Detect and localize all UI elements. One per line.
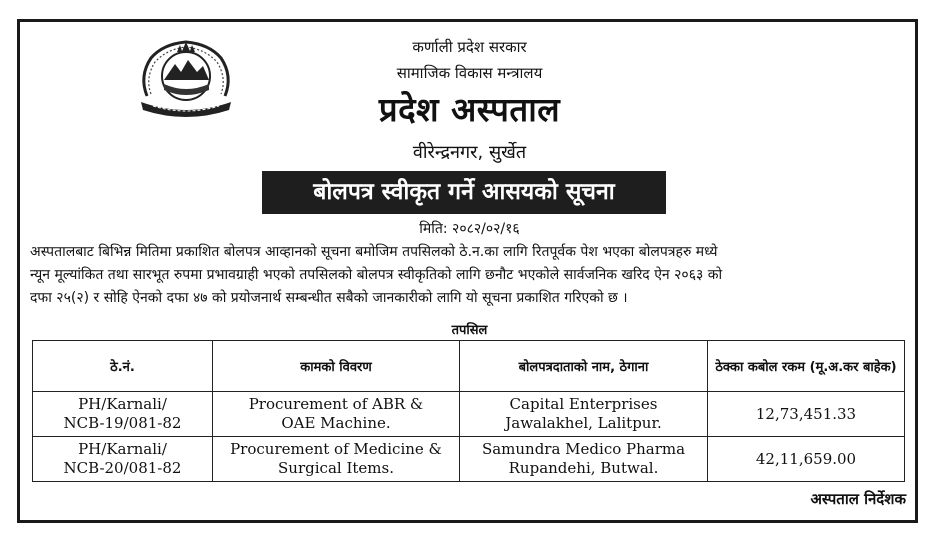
col-header-description: कामको विवरण xyxy=(213,341,460,392)
contract-no-line: NCB-20/081-82 xyxy=(63,459,182,477)
ministry-name: सामाजिक विकास मन्त्रालय xyxy=(396,64,543,82)
hospital-location: वीरेन्द्रनगर, सुर्खेत xyxy=(412,142,527,163)
bidder-line: Samundra Medico Pharma xyxy=(481,440,686,458)
description-line: Procurement of ABR & xyxy=(248,395,424,413)
description-line: Procurement of Medicine & xyxy=(230,440,442,458)
contract-no-line: PH/Karnali/ xyxy=(78,440,167,458)
table-header-row xyxy=(33,341,905,392)
cell-amount: 12,73,451.33 xyxy=(708,392,905,437)
table-row xyxy=(33,437,905,482)
col-header-bidder: बोलपत्रदाताको नाम, ठेगाना xyxy=(460,341,708,392)
bidder-line: Capital Enterprises xyxy=(509,395,658,413)
description-line: Surgical Items. xyxy=(278,459,394,477)
cell-bidder xyxy=(460,392,708,437)
government-name: कर्णाली प्रदेश सरकार xyxy=(412,38,527,56)
schedule-title: तपसिल xyxy=(451,323,488,338)
hospital-name: प्रदेश अस्पताल xyxy=(378,90,561,129)
amount-header-note: (मू.अ.कर बाहेक) xyxy=(809,360,897,375)
table-row xyxy=(33,392,905,437)
description-line: OAE Machine. xyxy=(281,414,391,432)
notice-date: मिति: २०८२/०२/१६ xyxy=(419,221,520,237)
contract-no-line: NCB-19/081-82 xyxy=(63,414,182,432)
cell-contract-no xyxy=(33,437,213,482)
contract-no-line: PH/Karnali/ xyxy=(78,395,167,413)
amount-header-label: ठेक्का कबोल रकम xyxy=(715,360,806,375)
cell-description xyxy=(213,437,460,482)
col-header-amount xyxy=(708,341,905,392)
bidder-line: Rupandehi, Butwal. xyxy=(508,459,659,477)
cell-bidder xyxy=(460,437,708,482)
cell-contract-no xyxy=(33,392,213,437)
award-table xyxy=(32,340,905,482)
notice-title: बोलपत्र स्वीकृत गर्ने आसयको सूचना xyxy=(262,171,666,214)
notice-body xyxy=(30,241,908,310)
notice-body-line: न्यून मूल्यांकित तथा सारभूत रुपमा प्रभावग्राही भएको तपसिलको बोलपत्र स्वीकृतिको लागि छनौट भएकोले सार्वजनिक खरिद ऐन २०६३ को xyxy=(30,267,723,283)
cell-description xyxy=(213,392,460,437)
bidder-line: Jawalakhel, Lalitpur. xyxy=(505,414,662,432)
cell-amount: 42,11,659.00 xyxy=(708,437,905,482)
notice-body-line: दफा २५(२) र सोहि ऐनको दफा ४७ को प्रयोजनार्थ सम्बन्धीत सबैको जानकारीको लागि यो सूचना प्रकाशित गरिएको छ । xyxy=(30,290,628,306)
col-header-contract-no: ठे.नं. xyxy=(33,341,213,392)
notice-body-line: अस्पतालबाट बिभिन्न मितिमा प्रकाशित बोलपत्र आव्हानको सूचना बमोजिम तपसिलको ठे.न.का लागि रितपूर्वक पेश भएका बोलपत्रहरु मध्ये xyxy=(30,244,718,260)
signatory-title: अस्पताल निर्देशक xyxy=(810,490,906,508)
